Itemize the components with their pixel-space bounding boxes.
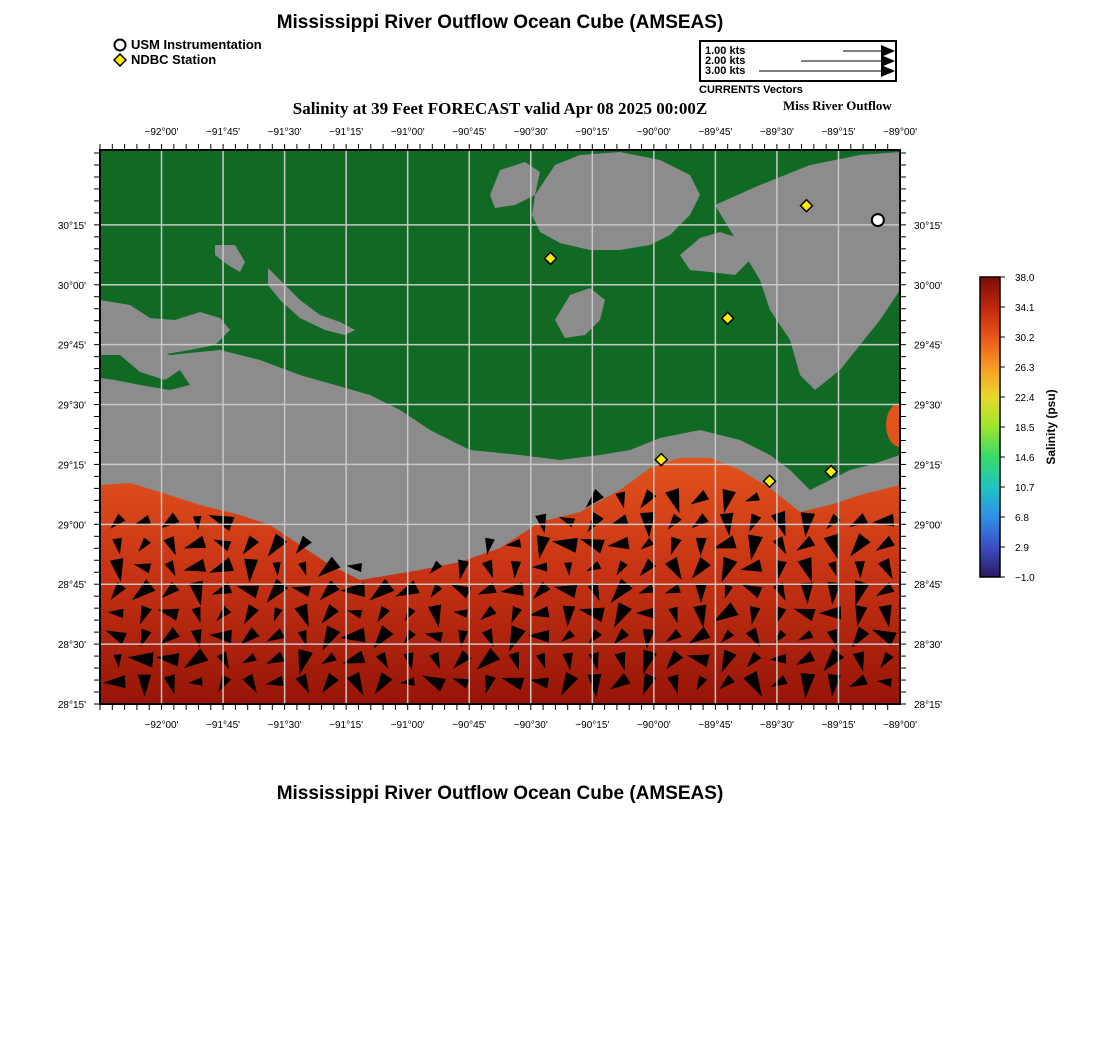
colorbar-tick-label: 18.5: [1015, 423, 1035, 434]
vector-key-row: 2.00 kts: [705, 55, 746, 67]
lon-tick-label: −90°00': [636, 127, 671, 138]
lon-tick-label: −89°00': [883, 127, 917, 138]
lat-tick-label: 30°15': [57, 220, 86, 232]
lat-tick-label: 29°30': [57, 400, 86, 412]
lon-tick-label: −91°30': [267, 127, 302, 138]
colorbar-tick-label: 6.8: [1015, 513, 1029, 524]
lat-tick-label: 29°30': [914, 400, 943, 412]
lon-tick-label: −90°30': [513, 720, 548, 731]
lon-labels-top: [145, 127, 918, 138]
usm-instrument-circle-icon: [872, 214, 884, 226]
lat-labels-left: [58, 221, 86, 711]
map-title: Salinity at 39 Feet FORECAST valid Apr 08 2025 00:00Z: [292, 99, 708, 118]
lat-tick-label: 28°30': [57, 640, 86, 652]
page-title-secondary: Mississippi River Outflow Ocean Cube (AMSEAS): [276, 783, 724, 804]
lon-tick-label: −90°00': [636, 720, 671, 731]
colorbar-tick-label: 30.2: [1015, 333, 1035, 344]
lat-tick-label: 28°45': [914, 580, 943, 592]
lat-tick-label: 29°00': [57, 520, 86, 532]
lat-tick-label: 28°15': [57, 700, 86, 711]
lon-tick-label: −92°00': [144, 720, 179, 731]
lon-tick-label: −89°45': [698, 127, 733, 138]
colorbar: [980, 273, 1058, 584]
lon-tick-label: −91°30': [267, 720, 302, 731]
lon-tick-label: −92°00': [144, 127, 179, 138]
map-layers: [100, 150, 914, 704]
lon-tick-label: −90°45': [452, 127, 487, 138]
lon-tick-label: −89°15': [821, 127, 856, 138]
lat-tick-label: 29°15': [914, 460, 943, 472]
lon-tick-label: −91°00': [390, 127, 425, 138]
lat-tick-label: 30°00': [914, 280, 943, 292]
lat-tick-label: 30°00': [57, 280, 86, 292]
colorbar-tick-label: 10.7: [1015, 483, 1035, 494]
vector-key-caption: CURRENTS Vectors: [699, 84, 803, 96]
lat-tick-label: 28°45': [57, 580, 86, 592]
lon-tick-label: −89°45': [698, 720, 733, 731]
lat-labels-right: [914, 221, 942, 711]
colorbar-tick-label: 26.3: [1015, 363, 1035, 374]
lon-tick-label: −89°30': [759, 127, 794, 138]
lon-tick-label: −89°00': [883, 720, 917, 731]
lon-tick-label: −91°45': [206, 720, 241, 731]
lon-tick-label: −91°15': [329, 127, 364, 138]
colorbar-tick-label: 34.1: [1015, 303, 1035, 314]
lon-tick-label: −90°15': [575, 127, 610, 138]
colorbar-scale: [980, 277, 1000, 577]
colorbar-tick-label: 14.6: [1015, 453, 1035, 464]
colorbar-ticks: [1000, 273, 1035, 584]
lon-tick-label: −90°15': [575, 720, 610, 731]
lat-tick-label: 29°45': [57, 340, 86, 352]
vector-key-row: 3.00 kts: [705, 65, 746, 77]
colorbar-tick-label: 22.4: [1015, 393, 1035, 404]
page-title: Mississippi River Outflow Ocean Cube (AMSEAS): [276, 12, 724, 33]
lon-tick-label: −91°00': [390, 720, 425, 731]
colorbar-label: Salinity (psu): [1044, 389, 1058, 465]
lat-tick-label: 29°45': [914, 340, 943, 352]
legend-usm-label: USM Instrumentation: [131, 37, 262, 52]
lat-tick-label: 29°15': [57, 460, 86, 472]
vector-key-row: 1.00 kts: [705, 45, 746, 57]
lon-tick-label: −91°45': [206, 127, 241, 138]
colorbar-tick-label: −1.0: [1015, 573, 1035, 584]
lon-tick-label: −90°45': [452, 720, 487, 731]
lat-tick-label: 29°00': [914, 520, 943, 532]
colorbar-tick-label: 38.0: [1015, 273, 1035, 284]
lat-tick-label: 30°15': [914, 220, 943, 232]
lon-labels-bottom: [145, 720, 918, 731]
colorbar-tick-label: 2.9: [1015, 543, 1029, 554]
lat-tick-label: 28°15': [914, 700, 943, 711]
lon-tick-label: −91°15': [329, 720, 364, 731]
map-subtitle: Miss River Outflow: [783, 98, 892, 113]
lon-tick-label: −89°30': [759, 720, 794, 731]
lon-tick-label: −89°15': [821, 720, 856, 731]
lon-tick-label: −90°30': [513, 127, 548, 138]
legend-ndbc-label: NDBC Station: [131, 52, 217, 67]
lat-tick-label: 28°30': [914, 640, 943, 652]
